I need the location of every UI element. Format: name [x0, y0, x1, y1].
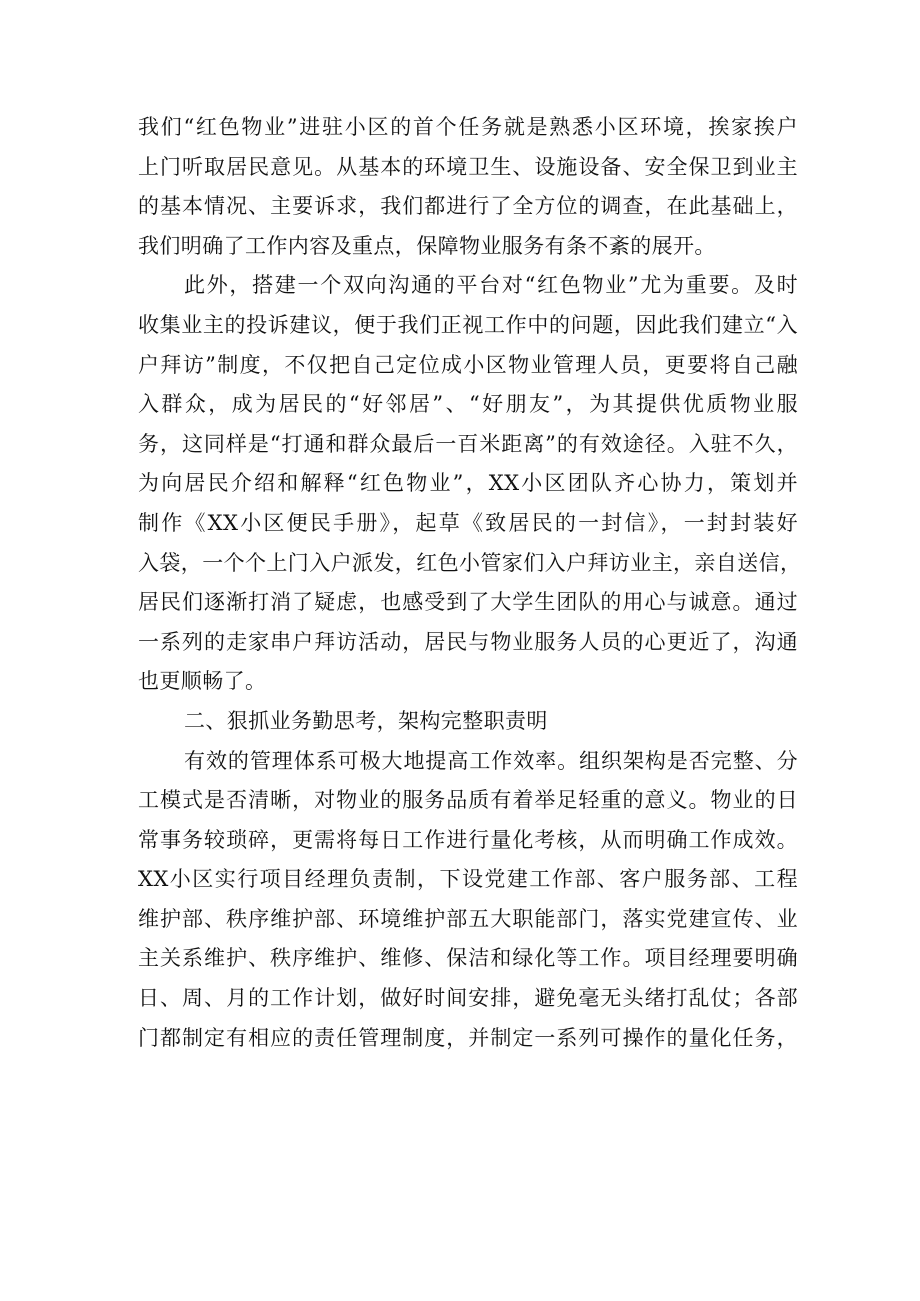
text-line: 维护部、秩序维护部、环境维护部五大职能部门，落实党建宣传、业 [138, 906, 798, 931]
text-line: 常事务较琐碎，更需将每日工作进行量化考核，从而明确工作成效。 [138, 827, 798, 852]
text-line: 主关系维护、秩序维护、维修、保洁和绿化等工作。项目经理要明确 [138, 946, 798, 971]
text-line: 一系列的走家串户拜访活动，居民与物业服务人员的心更近了，沟通 [138, 629, 798, 654]
text-line: 制作《XX小区便民手册》，起草《致居民的一封信》，一封封装好 [138, 510, 798, 535]
text-line: 日、周、月的工作计划，做好时间安排，避免毫无头绪打乱仗；各部 [138, 986, 798, 1011]
text-line: 门都制定有相应的责任管理制度，并制定一系列可操作的量化任务， [138, 1025, 798, 1050]
text-line: 户拜访”制度，不仅把自己定位成小区物业管理人员，更要将自己融 [138, 352, 798, 377]
section-heading: 二、狠抓业务勤思考，架构完整职责明 [184, 708, 548, 733]
text-line: 工模式是否清晰，对物业的服务品质有着举足轻重的意义。物业的日 [138, 788, 798, 813]
text-line: 为向居民介绍和解释“红色物业”，XX小区团队齐心协力，策划并 [138, 471, 798, 496]
text-line: 我们明确了工作内容及重点，保障物业服务有条不紊的展开。 [138, 233, 716, 258]
text-line: XX小区实行项目经理负责制，下设党建工作部、客户服务部、工程 [138, 867, 798, 892]
paragraph-first-line: 此外，搭建一个双向沟通的平台对“红色物业”尤为重要。及时 [184, 273, 798, 298]
text-line: 入袋，一个个上门入户派发，红色小管家们入户拜访业主，亲自送信， [138, 550, 802, 575]
paragraph-first-line: 有效的管理体系可极大地提高工作效率。组织架构是否完整、分 [184, 748, 798, 773]
document-body [138, 108, 802, 1058]
text-line: 的基本情况、主要诉求，我们都进行了全方位的调查，在此基础上， [138, 194, 798, 219]
text-line: 入群众，成为居民的“好邻居”、“好朋友”，为其提供优质物业服 [138, 392, 798, 417]
text-line: 收集业主的投诉建议，便于我们正视工作中的问题，因此我们建立“入 [138, 312, 798, 337]
text-line: 也更顺畅了。 [138, 669, 267, 694]
text-line: 居民们逐渐打消了疑虑，也感受到了大学生团队的用心与诚意。通过 [138, 590, 798, 615]
text-line: 务，这同样是“打通和群众最后一百米距离”的有效途径。入驻不久， [138, 431, 798, 456]
text-line: 我们“红色物业”进驻小区的首个任务就是熟悉小区环境，挨家挨户 [138, 115, 798, 139]
text-line: 上门听取居民意见。从基本的环境卫生、设施设备、安全保卫到业主 [138, 154, 798, 179]
